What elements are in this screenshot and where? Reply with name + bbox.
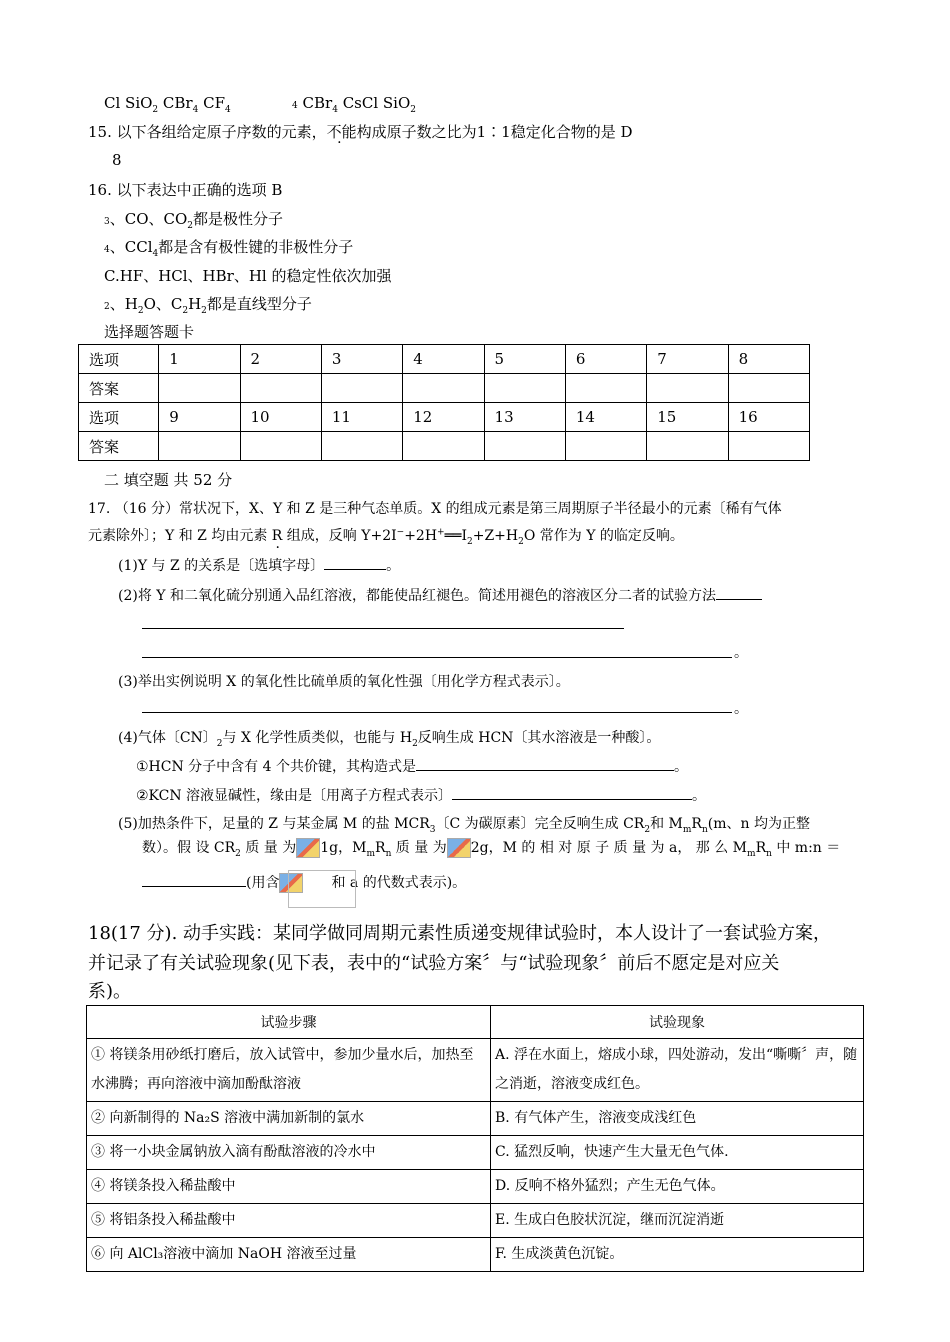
answer-blank[interactable] [416, 756, 674, 771]
q17-part-4-1 [136, 756, 688, 776]
option-text: H [188, 295, 202, 313]
q17-part-4-2 [136, 785, 706, 805]
subscript: 2 [152, 105, 159, 115]
answer-card-cell: 11 [321, 403, 402, 432]
answer-card-cell: 12 [403, 403, 484, 432]
q16-option-b [104, 236, 353, 259]
question-16: 16. 以下表达中正确的选项 B [88, 181, 283, 199]
subscript: 4 [332, 105, 338, 115]
section-title: 二 填空题 共 52 分 [104, 471, 233, 489]
option-text: CBr [158, 94, 193, 112]
table-row [87, 1170, 864, 1204]
answer-cell[interactable] [403, 374, 484, 403]
question-text: 和 M [650, 816, 683, 832]
column-header-steps: 试验步骤 [87, 1006, 491, 1039]
subscript: 2 [137, 306, 144, 316]
subscript: 2 [235, 848, 241, 859]
answer-cell[interactable] [403, 432, 484, 461]
subscript: n [766, 848, 772, 859]
subscript: 2 [466, 536, 473, 547]
option-8: 8 [112, 151, 122, 169]
question-text: (5)加热条件下，足量的 Z 与某金属 M 的盐 MCR [118, 816, 430, 832]
experiment-step: ② 向新制得的 Na₂S 溶液中满加新制的氯水 [87, 1102, 491, 1136]
question-text: 反响生成 HCN〔其水溶液是一种酸〕。 [417, 730, 661, 746]
option-marker: 4 [104, 245, 110, 255]
q16-option-d [104, 293, 312, 316]
question-text: O 常作为 Y 的临定反响。 [523, 528, 684, 544]
experiment-phenomenon: D. 反响不格外猛烈；产生无色气体。 [491, 1170, 864, 1204]
emphasis-text: R · [272, 528, 283, 544]
answer-card-row [79, 374, 810, 403]
question-text: (用含 [246, 875, 280, 891]
answer-card-cell: 4 [403, 345, 484, 374]
option-marker: 2 [104, 302, 110, 312]
subscript: m [682, 824, 692, 835]
subscript: 2 [182, 306, 189, 316]
table-row [87, 1039, 864, 1102]
experiment-step: ⑥ 向 AlCl₃溶液中滴加 NaOH 溶液至过量 [87, 1238, 491, 1272]
option-text: O、C [143, 295, 183, 313]
answer-card-cell: 13 [484, 403, 565, 432]
question-text: ①HCN 分子中含有 4 个共价键，其构造式是 [136, 759, 416, 775]
subscript: 2 [187, 221, 194, 231]
experiment-step: ⑤ 将铝条投入稀盐酸中 [87, 1204, 491, 1238]
question-text: 1g，M [320, 840, 367, 856]
answer-card-cell: 16 [728, 403, 809, 432]
subscript: m [366, 848, 376, 859]
q17-part-5 [118, 813, 810, 835]
option-marker: 3 [104, 217, 110, 227]
answer-card-cell: 答案 [79, 374, 159, 403]
column-header-phenomena: 试验现象 [491, 1006, 864, 1039]
answer-card-cell: 15 [647, 403, 728, 432]
subscript: 4 [225, 105, 231, 115]
question-text: 〔C 为碳原素〕完全反响生成 CR [435, 816, 645, 832]
option-text: CF [198, 94, 225, 112]
option-text: 、H [109, 295, 138, 313]
subscript: n [701, 824, 708, 835]
experiment-step: ① 将镁条用砂纸打磨后，放入试管中，参加少量水后，加热至水沸腾；再向溶液中滴加酚酞溶液 [87, 1039, 491, 1102]
experiment-step: ③ 将一小块金属钠放入滴有酚酞溶液的冷水中 [87, 1136, 491, 1170]
punctuation: 。 [734, 701, 748, 717]
options-line-a [104, 94, 231, 115]
experiment-phenomenon: B. 有气体产生，溶液变成浅红色 [491, 1102, 864, 1136]
answer-card-cell: 7 [647, 345, 728, 374]
question-text: 15. 以下各组给定原子序数的元素， [88, 123, 327, 141]
table-row [87, 1204, 864, 1238]
answer-card-cell: 1 [159, 345, 240, 374]
answer-cell[interactable] [565, 432, 646, 461]
option-text: CBr [297, 94, 333, 112]
answer-cell[interactable] [728, 432, 809, 461]
q17-stem: 17. （16 分）常状况下，X、Y 和 Z 是三种气态单质。X 的组成元素是第三周期原子半径最小的元素〔稀有气体 [88, 501, 782, 517]
answer-blank[interactable] [716, 585, 762, 600]
subscript: 2 [644, 824, 651, 835]
answer-cell[interactable] [240, 432, 321, 461]
experiment-phenomenon: F. 生成淡黄色沉锭。 [491, 1238, 864, 1272]
question-text: 质 量 为 [391, 840, 447, 856]
answer-line[interactable] [142, 657, 732, 658]
answer-card-cell: 答案 [79, 432, 159, 461]
answer-card-row [79, 403, 810, 432]
option-marker: 4 [292, 101, 298, 111]
q17-part-3: (3)举出实例说明 X 的氧化性比硫单质的氧化性强〔用化学方程式表示〕。 [118, 674, 570, 690]
subscript: 4 [152, 249, 159, 259]
answer-cell[interactable] [484, 374, 565, 403]
experiment-step: ④ 将镁条投入稀盐酸中 [87, 1170, 491, 1204]
subscript: n [385, 848, 392, 859]
question-text: 2g，M 的 相 对 原 子 质 量 为 a， 那 么 M [470, 840, 748, 856]
answer-cell[interactable] [728, 374, 809, 403]
option-text: 都是极性分子 [193, 210, 284, 228]
option-text: 都是含有极性键的非极性分子 [158, 238, 354, 256]
answer-blank[interactable] [452, 785, 692, 800]
q17-part-4 [118, 727, 660, 749]
table-row [87, 1102, 864, 1136]
question-text: 与 X 化学性质类似，也能与 H [222, 730, 413, 746]
answer-card-row [79, 432, 810, 461]
answer-line[interactable] [142, 628, 624, 629]
option-text: 、CCl [109, 238, 153, 256]
subscript: m [747, 848, 756, 859]
q17-part-5-line-2 [142, 837, 840, 859]
answer-cell[interactable] [159, 374, 240, 403]
superscript: + [437, 527, 445, 538]
question-text: 数）。假 设 CR [142, 840, 236, 856]
punctuation: 。 [734, 645, 748, 661]
answer-blank[interactable] [142, 872, 246, 887]
option-text: Cl SiO [104, 94, 153, 112]
answer-cell[interactable] [647, 374, 728, 403]
answer-line[interactable] [142, 712, 732, 713]
formula-image-frame [288, 870, 356, 908]
option-text: 都是直线型分子 [206, 295, 312, 313]
option-text: 、CO、CO [109, 210, 188, 228]
option-text: CsCl SiO [337, 94, 411, 112]
q17-part-1 [118, 555, 400, 575]
punctuation: 。 [673, 759, 688, 775]
punctuation: 。 [692, 788, 707, 804]
answer-cell[interactable] [484, 432, 565, 461]
question-text: 组成，反响 Y+2I [282, 528, 397, 544]
answer-card-cell: 14 [565, 403, 646, 432]
question-text: R [691, 816, 702, 832]
answer-card-cell: 2 [240, 345, 321, 374]
answer-card-cell: 选项 [79, 403, 159, 432]
answer-card-cell: 10 [240, 403, 321, 432]
emphasis-text: 不能 [326, 123, 357, 141]
q18-stem-line-3: 系)。 [88, 981, 132, 1002]
subscript: 4 [192, 105, 199, 115]
question-text: R [375, 840, 386, 856]
subscript: 2 [410, 105, 417, 115]
q17-part-2 [118, 585, 762, 605]
table-row [87, 1136, 864, 1170]
question-text: 构成原子数之比为1∶1稳定化合物的是 D [356, 123, 633, 141]
question-text: +Z+H [472, 528, 519, 544]
question-text: ②KCN 溶液显碱性，缘由是〔用离子方程式表示〕 [136, 788, 453, 804]
question-text: 质 量 为 [240, 840, 297, 856]
subscript: 2 [518, 536, 524, 547]
answer-cell[interactable] [159, 432, 240, 461]
question-text: ══I [444, 528, 467, 544]
answer-card-cell: 5 [484, 345, 565, 374]
table-row [87, 1238, 864, 1272]
question-text: 和 a 的代数式表示)。 [331, 875, 467, 891]
q17-stem-2 [88, 525, 684, 547]
subscript: 3 [429, 824, 436, 835]
formula-image-icon [447, 838, 471, 858]
answer-card-table [78, 344, 810, 461]
question-text: 中 m:n ＝ [771, 840, 841, 856]
answer-card-cell: 3 [321, 345, 402, 374]
answer-card-title: 选择题答题卡 [104, 323, 195, 341]
answer-cell[interactable] [240, 374, 321, 403]
answer-card-cell: 选项 [79, 345, 159, 374]
q18-stem-line-1: 18(17 分). 动手实践：某同学做同周期元素性质递变规律试验时，本人设计了一套试验方案， [88, 923, 832, 944]
experiment-phenomenon: A. 浮在水面上，熔成小球，四处游动，发出“嘶嘶〞声，随之消逝，溶液变成红色。 [491, 1039, 864, 1102]
subscript: 2 [216, 738, 223, 749]
question-15 [88, 121, 633, 142]
answer-card-cell: 9 [159, 403, 240, 432]
punctuation: 。 [386, 558, 401, 574]
experiment-phenomenon: E. 生成白色胶状沉淀，继而沉淀消逝 [491, 1204, 864, 1238]
superscript: − [396, 527, 405, 538]
question-text: (1)Y 与 Z 的关系是〔选填字母〕 [118, 558, 325, 574]
q16-option-c: C.HF、HCl、HBr、Hl 的稳定性依次加强 [104, 267, 392, 285]
subscript: 2 [412, 738, 418, 749]
subscript: 2 [201, 306, 207, 316]
answer-card-cell: 8 [728, 345, 809, 374]
answer-cell[interactable] [321, 432, 402, 461]
options-line-b [292, 94, 416, 115]
answer-cell[interactable] [321, 374, 402, 403]
question-text: (m、n 均为正整 [707, 816, 810, 832]
q16-option-a [104, 208, 283, 231]
question-text: (2)将 Y 和二氧化硫分别通入品红溶液，都能使品红褪色。简述用褪色的溶液区分二者的试验方法 [118, 588, 716, 604]
answer-card-cell: 6 [565, 345, 646, 374]
question-text: 元素除外〕；Y 和 Z 均由元素 [88, 528, 272, 544]
q18-stem-line-2: 并记录了有关试验现象(见下表，表中的“试验方案〞与“试验现象〞前后不愿定是对应关 [88, 953, 780, 974]
answer-cell[interactable] [565, 374, 646, 403]
question-text: (4)气体〔CN〕 [118, 730, 217, 746]
answer-cell[interactable] [647, 432, 728, 461]
experiment-phenomenon: C. 猛烈反响，快速产生大量无色气体. [491, 1136, 864, 1170]
formula-image-icon [296, 838, 320, 858]
answer-blank[interactable] [324, 555, 386, 570]
experiment-table [86, 1005, 864, 1272]
question-text: +2H [404, 528, 438, 544]
answer-card-row [79, 345, 810, 374]
question-text: R [755, 840, 767, 856]
